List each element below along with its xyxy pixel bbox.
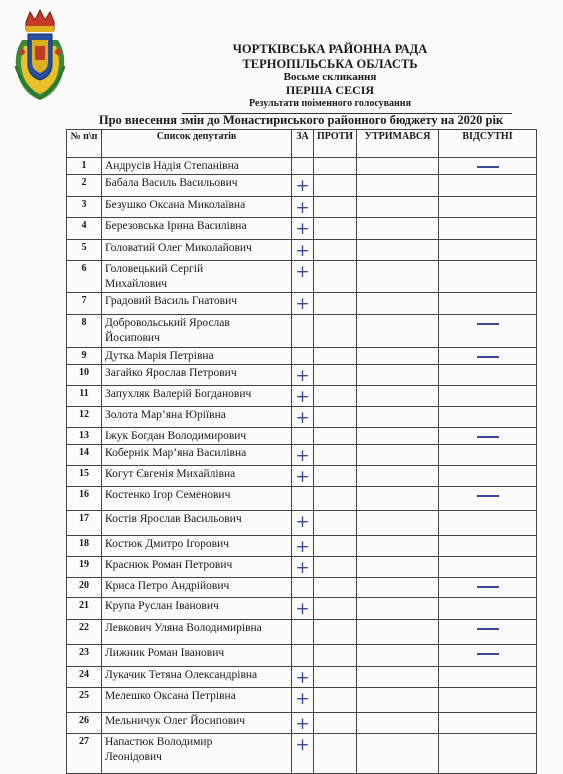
deputy-name-line: Іжук Богдан Володимирович [105,430,247,442]
vote-cell-absent [439,197,537,218]
deputy-name [102,667,292,688]
vote-cell-against [314,645,357,667]
deputy-name [102,197,292,218]
row-number: 5 [67,240,102,261]
table-row [67,158,537,175]
vote-cell-against [314,536,357,557]
vote-cell-for [292,218,314,240]
row-number: 8 [67,315,102,348]
vote-cell-abstained [357,348,439,365]
vote-cell-abstained [357,578,439,598]
vote-cell-abstained [357,557,439,578]
dash-mark-icon [477,166,499,168]
column-header-deputies: Список депутатів [102,130,292,158]
row-number: 25 [67,688,102,713]
row-number: 6 [67,261,102,293]
vote-cell-absent [439,428,537,445]
row-number: 7 [67,293,102,315]
deputy-name-line: Кобернік Мар’яна Василівна [105,447,247,459]
table-row [67,688,537,713]
voting-table-body [67,158,537,774]
vote-cell-for [292,386,314,407]
deputy-name [102,645,292,667]
vote-cell-against [314,466,357,487]
voting-table [66,129,537,774]
row-number: 4 [67,218,102,240]
vote-cell-for [292,620,314,645]
vote-cell-for [292,261,314,293]
deputy-name-line: Костів Ярослав Васильович [105,513,242,525]
vote-cell-abstained [357,667,439,688]
vote-cell-against [314,713,357,734]
vote-cell-abstained [357,645,439,667]
dash-mark-icon [477,628,499,630]
vote-cell-absent [439,293,537,315]
deputy-name-line: Градовий Василь Гнатович [105,295,238,307]
vote-cell-abstained [357,428,439,445]
deputy-name-line: Лукачик Тетяна Олександрівна [105,669,258,681]
plus-mark-icon: + [295,512,310,532]
deputy-name [102,713,292,734]
vote-results-title: Результати поіменного голосування [249,98,411,109]
plus-mark-icon: + [295,198,310,218]
vote-cell-against [314,557,357,578]
vote-cell-absent [439,365,537,386]
table-row [67,598,537,620]
vote-cell-for [292,578,314,598]
plus-mark-icon: + [295,176,310,196]
deputy-name [102,261,292,293]
deputy-name-line: Березовська Ірина Василівна [105,220,247,232]
deputy-name [102,487,292,511]
column-header-number: № п\п [67,130,102,158]
row-number: 27 [67,734,102,774]
vote-cell-against [314,293,357,315]
vote-cell-for [292,487,314,511]
column-header-for: ЗА [292,130,314,158]
vote-cell-absent [439,386,537,407]
vote-cell-against [314,428,357,445]
vote-cell-absent [439,240,537,261]
vote-cell-for [292,407,314,428]
dash-mark-icon [477,653,499,655]
row-number: 20 [67,578,102,598]
plus-mark-icon: + [295,446,310,466]
vote-cell-abstained [357,315,439,348]
deputy-name-line: Головецький Сергій [105,263,204,275]
table-row [67,557,537,578]
deputy-name-line: Золота Мар’яна Юріївна [105,409,226,421]
vote-cell-against [314,734,357,774]
vote-cell-absent [439,688,537,713]
vote-cell-abstained [357,197,439,218]
dash-mark-icon [477,495,499,497]
session-title: ПЕРША СЕСІЯ [285,83,375,97]
deputy-name-line: Напастюк Володимир [105,736,213,748]
vote-cell-absent [439,466,537,487]
vote-cell-for [292,445,314,466]
vote-cell-absent [439,645,537,667]
convocation: Восьме скликання [283,71,377,83]
row-number: 22 [67,620,102,645]
table-row [67,386,537,407]
vote-cell-absent [439,536,537,557]
vote-cell-abstained [357,293,439,315]
vote-cell-absent [439,598,537,620]
deputy-name [102,428,292,445]
dash-mark-icon [477,356,499,358]
deputy-name [102,598,292,620]
deputy-name [102,218,292,240]
table-row [67,713,537,734]
deputy-name [102,688,292,713]
vote-cell-against [314,175,357,197]
deputy-name [102,315,292,348]
plus-mark-icon: + [295,689,310,709]
table-row [67,487,537,511]
column-header-absent: ВІДСУТНІ [439,130,537,158]
plus-mark-icon: + [295,599,310,619]
table-row [67,620,537,645]
vote-cell-for [292,348,314,365]
vote-cell-absent [439,445,537,466]
deputy-name [102,293,292,315]
vote-cell-for [292,365,314,386]
deputy-name-line: Крупа Руслан Іванович [105,600,219,612]
table-row [67,511,537,536]
vote-cell-absent [439,557,537,578]
vote-cell-against [314,365,357,386]
vote-cell-abstained [357,511,439,536]
vote-cell-abstained [357,688,439,713]
deputy-name-line: Добровольський Ярослав [105,317,230,329]
row-number: 13 [67,428,102,445]
deputy-name [102,158,292,175]
deputy-name [102,386,292,407]
deputy-name [102,620,292,645]
deputy-name-line: Запухляк Валерій Богданович [105,388,252,400]
column-header-against: ПРОТИ [314,130,357,158]
table-row [67,197,537,218]
row-number: 18 [67,536,102,557]
vote-cell-for [292,428,314,445]
row-number: 2 [67,175,102,197]
row-number: 9 [67,348,102,365]
vote-cell-for [292,511,314,536]
vote-cell-against [314,218,357,240]
deputy-name-line: Дутка Марія Петрівна [105,350,214,362]
row-number: 1 [67,158,102,175]
plus-mark-icon: + [295,366,310,386]
row-number: 14 [67,445,102,466]
vote-cell-against [314,261,357,293]
table-row [67,315,537,348]
vote-cell-abstained [357,261,439,293]
deputy-name [102,348,292,365]
table-row [67,348,537,365]
vote-cell-against [314,158,357,175]
deputy-name-line: Криса Петро Андрійович [105,580,230,592]
row-number: 24 [67,667,102,688]
plus-mark-icon: + [295,558,310,578]
vote-cell-abstained [357,407,439,428]
plus-mark-icon: + [295,241,310,261]
row-number: 10 [67,365,102,386]
deputy-name [102,578,292,598]
plus-mark-icon: + [295,467,310,487]
vote-cell-absent [439,218,537,240]
vote-cell-absent [439,713,537,734]
vote-cell-absent [439,261,537,293]
table-row [67,261,537,293]
vote-cell-absent [439,158,537,175]
deputy-name [102,466,292,487]
deputy-name-line: Мельничук Олег Йосипович [105,715,246,727]
deputy-name [102,175,292,197]
plus-mark-icon: + [295,714,310,734]
vote-cell-against [314,240,357,261]
vote-cell-for [292,645,314,667]
row-number: 26 [67,713,102,734]
deputy-name-line: Костюк Дмитро Ігорович [105,538,230,550]
table-row [67,578,537,598]
vote-cell-abstained [357,365,439,386]
vote-cell-against [314,445,357,466]
vote-cell-for [292,175,314,197]
vote-cell-abstained [357,620,439,645]
plus-mark-icon: + [295,294,310,314]
vote-cell-for [292,667,314,688]
vote-cell-absent [439,175,537,197]
vote-cell-absent [439,511,537,536]
vote-cell-absent [439,487,537,511]
table-row [67,218,537,240]
vote-cell-for [292,293,314,315]
deputy-name-line: Леонідович [105,751,162,763]
row-number: 19 [67,557,102,578]
vote-cell-abstained [357,218,439,240]
vote-cell-against [314,197,357,218]
deputy-name-line: Загайко Ярослав Петрович [105,367,237,379]
vote-cell-for [292,557,314,578]
vote-cell-absent [439,407,537,428]
deputy-name-line: Головатий Олег Миколайович [105,242,252,254]
vote-cell-for [292,158,314,175]
deputy-name [102,365,292,386]
row-number: 23 [67,645,102,667]
deputy-name-line: Андрусів Надія Степанівна [105,160,239,172]
vote-cell-abstained [357,536,439,557]
table-row [67,645,537,667]
table-row [67,466,537,487]
vote-cell-abstained [357,487,439,511]
vote-cell-absent [439,620,537,645]
deputy-name-line: Михайлович [105,278,168,290]
vote-cell-abstained [357,466,439,487]
vote-cell-against [314,386,357,407]
table-row [67,407,537,428]
vote-cell-abstained [357,713,439,734]
vote-cell-for [292,240,314,261]
vote-cell-for [292,466,314,487]
table-row [67,428,537,445]
document-header [150,42,510,110]
deputy-name [102,511,292,536]
row-number: 3 [67,197,102,218]
row-number: 15 [67,466,102,487]
deputy-name-line: Бабала Василь Васильович [105,177,238,189]
vote-cell-for [292,598,314,620]
row-number: 21 [67,598,102,620]
vote-cell-abstained [357,158,439,175]
column-header-abstained: УТРИМАВСЯ [357,130,439,158]
deputy-name-line: Безушко Оксана Миколаївна [105,199,246,211]
vote-cell-against [314,487,357,511]
vote-subject: Про внесення змін до Монастириського районного бюджету на 2020 рік [98,113,504,127]
vote-cell-for [292,734,314,774]
deputy-name-line: Йосипович [105,332,160,344]
vote-cell-against [314,667,357,688]
dash-mark-icon [477,323,499,325]
vote-cell-abstained [357,175,439,197]
vote-cell-against [314,620,357,645]
vote-cell-against [314,315,357,348]
vote-cell-absent [439,578,537,598]
plus-mark-icon: + [295,262,310,282]
dash-mark-icon [477,436,499,438]
row-number: 12 [67,407,102,428]
vote-cell-absent [439,667,537,688]
vote-cell-against [314,688,357,713]
vote-cell-against [314,598,357,620]
council-name: ЧОРТКІВСЬКА РАЙОННА РАДА [232,42,428,56]
vote-cell-against [314,407,357,428]
row-number: 16 [67,487,102,511]
deputy-name [102,734,292,774]
region-name: ТЕРНОПІЛЬСЬКА ОБЛАСТЬ [242,57,418,71]
plus-mark-icon: + [295,219,310,239]
deputy-name-line: Когут Євгенія Михайлівна [105,468,236,480]
vote-cell-for [292,197,314,218]
coat-of-arms-icon [8,6,72,106]
table-row [67,536,537,557]
dash-mark-icon [477,586,499,588]
deputy-name [102,407,292,428]
vote-cell-absent [439,315,537,348]
vote-cell-against [314,578,357,598]
table-row [67,445,537,466]
table-row [67,365,537,386]
deputy-name-line: Лижник Роман Іванович [105,647,225,659]
table-row [67,667,537,688]
vote-cell-for [292,688,314,713]
vote-cell-abstained [357,240,439,261]
deputy-name-line: Мелешко Оксана Петрівна [105,690,236,702]
row-number: 17 [67,511,102,536]
plus-mark-icon: + [295,735,310,755]
vote-cell-abstained [357,598,439,620]
vote-cell-absent [439,348,537,365]
deputy-name-line: Краснюк Роман Петрович [105,559,233,571]
vote-cell-absent [439,734,537,774]
deputy-name [102,240,292,261]
deputy-name-line: Костенко Ігор Семенович [105,489,231,501]
plus-mark-icon: + [295,537,310,557]
vote-cell-against [314,348,357,365]
deputy-name [102,557,292,578]
table-row [67,175,537,197]
vote-cell-abstained [357,445,439,466]
vote-cell-for [292,713,314,734]
vote-cell-against [314,511,357,536]
deputy-name [102,445,292,466]
table-row [67,240,537,261]
table-row [67,734,537,774]
vote-cell-abstained [357,386,439,407]
plus-mark-icon: + [295,387,310,407]
vote-cell-for [292,536,314,557]
table-row [67,293,537,315]
vote-cell-for [292,315,314,348]
deputy-name [102,536,292,557]
row-number: 11 [67,386,102,407]
deputy-name-line: Левкович Уляна Володимирівна [105,622,262,634]
plus-mark-icon: + [295,668,310,688]
vote-cell-abstained [357,734,439,774]
plus-mark-icon: + [295,408,310,428]
